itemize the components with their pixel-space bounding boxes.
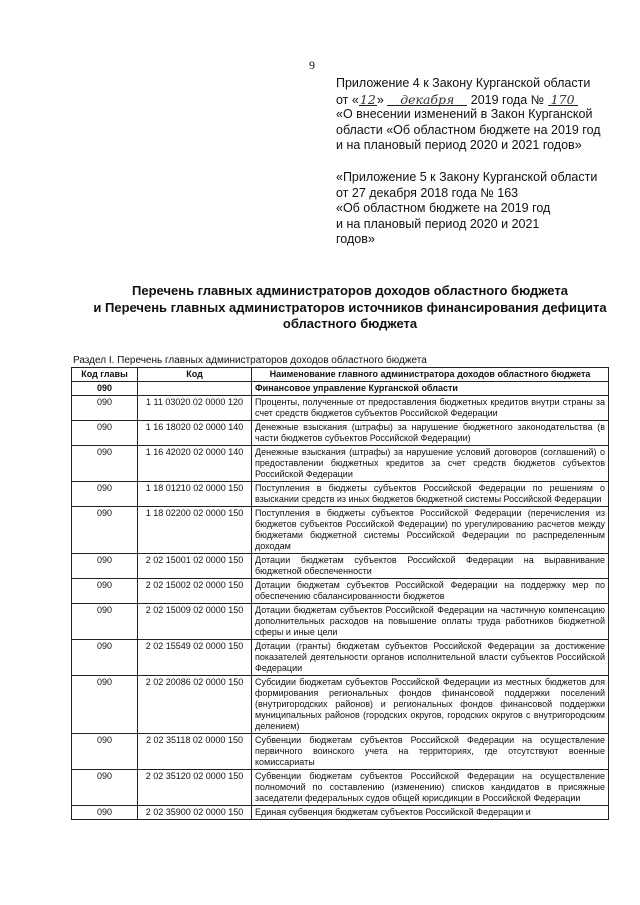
table-row (72, 482, 609, 507)
table-row (72, 770, 609, 806)
revenue-name-cell: Дотации (гранты) бюджетам субъектов Российской Федерации за достижение показателей деятельности органов исполнительной власти субъектов Российской Федерации (252, 640, 609, 676)
revenue-name-cell: Дотации бюджетам субъектов Российской Федерации на выравнивание бюджетной обеспеченности (252, 554, 609, 579)
annex-current-line4: области «Об областном бюджете на 2019 год (336, 122, 601, 137)
table-row (72, 507, 609, 554)
date-prefix: от « (336, 92, 359, 107)
annex-current-line5: и на плановый период 2020 и 2021 годов» (336, 138, 582, 153)
table-row (72, 396, 609, 421)
annex-original-line2: от 27 декабря 2018 года № 163 (336, 185, 519, 200)
title-line3: областного бюджета (282, 316, 418, 331)
budget-code-cell: 1 18 02200 02 0000 150 (138, 507, 252, 554)
header-chapter-code: Код главы (72, 368, 138, 382)
budget-code-cell: 2 02 20086 02 0000 150 (138, 676, 252, 734)
table-body (72, 382, 609, 820)
handwritten-day: 12 (359, 91, 376, 107)
revenue-name-cell: Дотации бюджетам субъектов Российской Федерации на поддержку мер по обеспечению сбалансированности бюджетов (252, 579, 609, 604)
handwritten-month: декабря (387, 92, 467, 108)
annex-original-header (336, 170, 597, 248)
budget-code-cell: 1 16 18020 02 0000 140 (138, 421, 252, 446)
chapter-code-cell: 090 (72, 554, 138, 579)
document-title (70, 283, 630, 333)
chapter-code-cell: 090 (72, 482, 138, 507)
annex-original-line1: «Приложение 5 к Закону Курганской области (336, 170, 598, 184)
chapter-code-cell: 090 (72, 446, 138, 482)
revenue-name-cell: Поступления в бюджеты субъектов Российской Федерации по решениям о взыскании средств из иных бюджетов бюджетной системы Российской Федерации (252, 482, 609, 507)
budget-code-cell: 1 16 42020 02 0000 140 (138, 446, 252, 482)
table-row (72, 604, 609, 640)
annex-original-line5: годов» (336, 232, 375, 247)
chapter-code-cell: 090 (72, 770, 138, 806)
revenue-name-cell: Поступления в бюджеты субъектов Российской Федерации (перечисления из бюджетов субъектов Российской Федерации) по урегулированию расчетов между бюджетами бюджетной системы Российской Федерации по распределенным доходам (252, 507, 609, 554)
administrator-row (72, 382, 609, 396)
revenue-name-cell: Субсидии бюджетам субъектов Российской Федерации из местных бюджетов для формирования региональных фондов финансовой поддержки поселений (внутригородских районов) и региональных фондов финансовой поддержки муниципальных районов (городских округов, городских округов с внутригородским делением) (252, 676, 609, 734)
revenue-administrators-table (71, 367, 609, 820)
chapter-code-cell: 090 (72, 421, 138, 446)
budget-code-cell: 2 02 15001 02 0000 150 (138, 554, 252, 579)
date-mid: » (376, 92, 384, 107)
table-row (72, 734, 609, 770)
table-row (72, 676, 609, 734)
revenue-name-cell: Денежные взыскания (штрафы) за нарушение условий договоров (соглашений) о предоставлении бюджетных кредитов за счет средств бюджетов субъектов Российской Федерации (252, 446, 609, 482)
budget-code-cell: 2 02 35118 02 0000 150 (138, 734, 252, 770)
title-line1: Перечень главных администраторов доходов областного бюджета (132, 283, 568, 298)
budget-code-cell: 2 02 35120 02 0000 150 (138, 770, 252, 806)
revenue-name-cell: Субвенции бюджетам субъектов Российской Федерации на осуществление полномочий по составлению (изменению) списков кандидатов в присяжные заседатели федеральных судов общей юрисдикции в Российской Федерации (252, 770, 609, 806)
handwritten-number: 170 (548, 92, 578, 108)
budget-code-cell: 1 11 03020 02 0000 120 (138, 396, 252, 421)
table-row (72, 554, 609, 579)
date-year: 2019 года № (470, 92, 545, 107)
table-row (72, 640, 609, 676)
table-row (72, 806, 609, 820)
annex-current-header (336, 76, 601, 154)
budget-code-cell: 2 02 15549 02 0000 150 (138, 640, 252, 676)
page-number: 9 (309, 58, 315, 72)
budget-code-cell: 1 18 01210 02 0000 150 (138, 482, 252, 507)
annex-current-line1: Приложение 4 к Закону Курганской области (336, 76, 591, 90)
chapter-code-cell: 090 (72, 507, 138, 554)
annex-current-line3: «О внесении изменений в Закон Курганской (336, 107, 593, 122)
administrator-name: Финансовое управление Курганской области (252, 382, 609, 396)
administrator-chapter-code: 090 (72, 382, 138, 396)
chapter-code-cell: 090 (72, 806, 138, 820)
revenue-name-cell: Денежные взыскания (штрафы) за нарушение бюджетного законодательства (в части бюджетов субъектов Российской Федерации) (252, 421, 609, 446)
revenue-name-cell: Субвенции бюджетам субъектов Российской Федерации на осуществление первичного воинского учета на территориях, где отсутствуют военные комиссариаты (252, 734, 609, 770)
table-row (72, 421, 609, 446)
administrator-code-cell (138, 382, 252, 396)
budget-code-cell: 2 02 35900 02 0000 150 (138, 806, 252, 820)
chapter-code-cell: 090 (72, 579, 138, 604)
header-code: Код (138, 368, 252, 382)
chapter-code-cell: 090 (72, 734, 138, 770)
title-line2: и Перечень главных администраторов источников финансирования дефицита (93, 299, 607, 315)
chapter-code-cell: 090 (72, 604, 138, 640)
annex-current-date-line (336, 92, 601, 108)
annex-original-line4: и на плановый период 2020 и 2021 (336, 216, 540, 231)
table-row (72, 579, 609, 604)
header-name: Наименование главного администратора доходов областного бюджета (252, 368, 609, 382)
revenue-name-cell: Дотации бюджетам субъектов Российской Федерации на частичную компенсацию дополнительных расходов на повышение оплаты труда работников бюджетной сферы и иные цели (252, 604, 609, 640)
section-label: Раздел I. Перечень главных администраторов доходов областного бюджета (73, 355, 427, 366)
chapter-code-cell: 090 (72, 676, 138, 734)
table-header-row (72, 368, 609, 382)
revenue-name-cell: Проценты, полученные от предоставления бюджетных кредитов внутри страны за счет средств бюджетов субъектов Российской Федерации (252, 396, 609, 421)
budget-code-cell: 2 02 15002 02 0000 150 (138, 579, 252, 604)
chapter-code-cell: 090 (72, 396, 138, 421)
table-row (72, 446, 609, 482)
budget-code-cell: 2 02 15009 02 0000 150 (138, 604, 252, 640)
revenue-name-cell: Единая субвенция бюджетам субъектов Российской Федерации и (252, 806, 609, 820)
chapter-code-cell: 090 (72, 640, 138, 676)
annex-original-line3: «Об областном бюджете на 2019 год (336, 201, 551, 216)
